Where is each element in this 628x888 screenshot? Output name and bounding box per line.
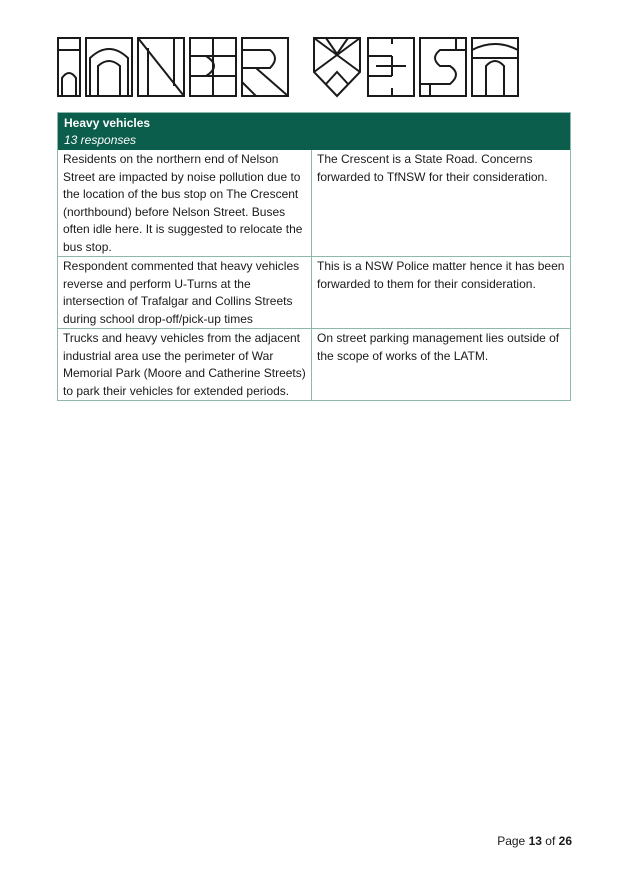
table-title: Heavy vehicles	[64, 116, 151, 130]
of-label: of	[545, 834, 556, 848]
table-row	[58, 328, 570, 400]
table-subtitle: 13 responses	[64, 133, 137, 147]
heavy-vehicles-table	[57, 112, 571, 401]
page-number: 13	[528, 834, 542, 848]
table-row	[58, 150, 570, 256]
table-header	[58, 113, 570, 150]
inner-west-logo	[56, 36, 534, 98]
table-row	[58, 256, 570, 328]
page-total: 26	[558, 834, 572, 848]
comment-cell: Residents on the northern end of Nelson Street are impacted by noise pollution due to the location of the bus stop on The Crescent (northbound) before Nelson Street. Buses often idle here. It is suggested to relocate the bus stop.	[58, 150, 312, 256]
response-cell: On street parking management lies outside of the scope of works of the LATM.	[317, 331, 560, 363]
comment-cell: Respondent commented that heavy vehicles reverse and perform U-Turns at the intersection of Trafalgar and Collins Streets during school drop-off/pick-up times	[58, 257, 312, 328]
response-cell: This is a NSW Police matter hence it has been forwarded to them for their consideration.	[317, 259, 565, 291]
page-label: Page	[497, 834, 526, 848]
response-cell: The Crescent is a State Road. Concerns forwarded to TfNSW for their consideration.	[317, 152, 548, 184]
comment-cell: Trucks and heavy vehicles from the adjacent industrial area use the perimeter of War Memorial Park (Moore and Catherine Streets) to park their vehicles for extended periods.	[58, 329, 312, 400]
page-footer	[497, 834, 572, 848]
